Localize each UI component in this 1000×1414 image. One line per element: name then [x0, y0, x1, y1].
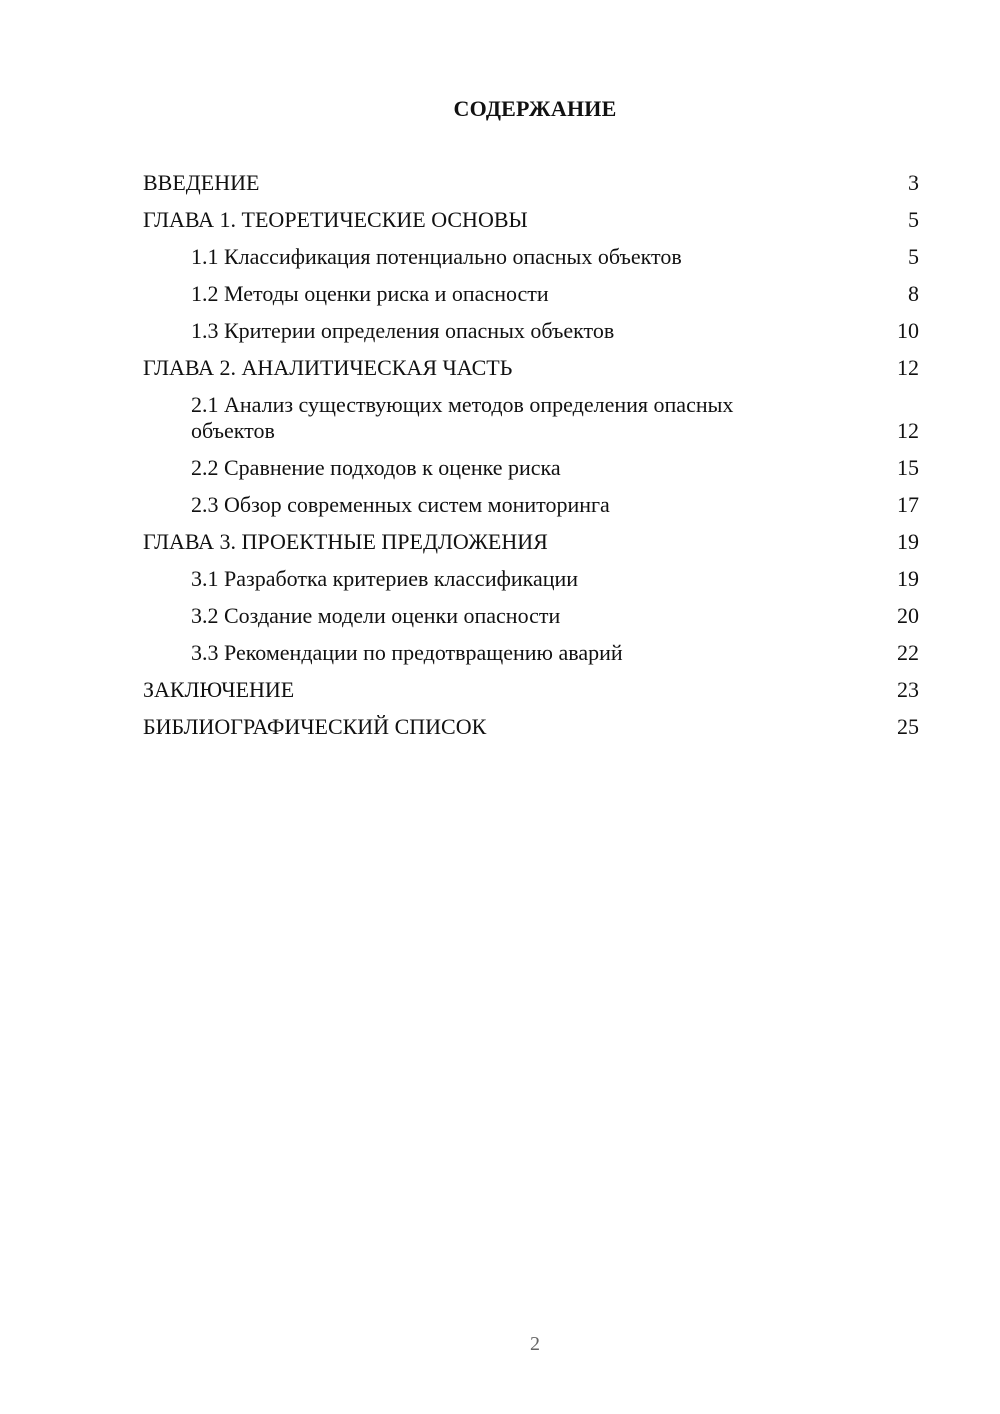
toc-entry-text: ЗАКЛЮЧЕНИЕ [143, 677, 295, 702]
toc-entry-text: 2.3 Обзор современных систем мониторинга [191, 492, 610, 517]
toc-entry-bibliography[interactable] [143, 714, 919, 740]
toc-entry-text: ГЛАВА 2. АНАЛИТИЧЕСКАЯ ЧАСТЬ [143, 355, 513, 380]
toc-entry-text: 1.1 Классификация потенциально опасных объектов [191, 244, 682, 269]
toc-entry-text: 3.3 Рекомендации по предотвращению аварий [191, 640, 623, 665]
toc-entry-section-2-2[interactable] [143, 455, 919, 481]
toc-entry-page: 22 [897, 640, 919, 665]
toc-entry-page: 5 [908, 207, 919, 232]
toc-entry-page: 20 [897, 603, 919, 628]
toc-entry-text: 1.2 Методы оценки риска и опасности [191, 281, 549, 306]
page-number: 2 [530, 1333, 540, 1355]
toc-entry-text: БИБЛИОГРАФИЧЕСКИЙ СПИСОК [143, 714, 487, 739]
toc-entry-conclusion[interactable] [143, 677, 919, 703]
toc-entry-chapter-3[interactable] [143, 529, 919, 555]
toc-entry-section-2-3[interactable] [143, 492, 919, 518]
toc-entry-section-2-1[interactable] [143, 392, 919, 444]
toc-entry-text: ГЛАВА 3. ПРОЕКТНЫЕ ПРЕДЛОЖЕНИЯ [143, 529, 548, 554]
toc-entry-text: 3.2 Создание модели оценки опасности [191, 603, 561, 628]
toc-entry-page: 12 [897, 418, 919, 443]
toc-entry-page: 8 [908, 281, 919, 306]
toc-entry-section-1-2[interactable] [143, 281, 919, 307]
toc-entry-page: 3 [908, 170, 919, 195]
toc-entry-page: 19 [897, 566, 919, 591]
toc-title: СОДЕРЖАНИЕ [453, 96, 617, 121]
toc-entry-text: 2.1 Анализ существующих методов определения опасных объектов [191, 392, 734, 443]
toc-entry-section-1-1[interactable] [143, 244, 919, 270]
toc-entry-text: ВВЕДЕНИЕ [143, 170, 260, 195]
toc-entry-page: 12 [897, 355, 919, 380]
toc-entry-introduction[interactable] [143, 170, 919, 196]
toc-entry-page: 17 [897, 492, 919, 517]
toc-entry-page: 5 [908, 244, 919, 269]
toc-entry-text: 3.1 Разработка критериев классификации [191, 566, 579, 591]
toc-entry-section-3-3[interactable] [143, 640, 919, 666]
toc-entry-text: 1.3 Критерии определения опасных объектов [191, 318, 615, 343]
toc-entry-section-1-3[interactable] [143, 318, 919, 344]
toc-entry-chapter-2[interactable] [143, 355, 919, 381]
toc-entry-section-3-1[interactable] [143, 566, 919, 592]
toc-entry-page: 10 [897, 318, 919, 343]
toc-entry-chapter-1[interactable] [143, 207, 919, 233]
toc-entry-page: 25 [897, 714, 919, 739]
toc-entry-page: 15 [897, 455, 919, 480]
toc-entry-page: 23 [897, 677, 919, 702]
toc-entry-section-3-2[interactable] [143, 603, 919, 629]
toc-entry-text: ГЛАВА 1. ТЕОРЕТИЧЕСКИЕ ОСНОВЫ [143, 207, 528, 232]
table-of-contents [143, 170, 919, 751]
toc-entry-page: 19 [897, 529, 919, 554]
toc-entry-text: 2.2 Сравнение подходов к оценке риска [191, 455, 561, 480]
